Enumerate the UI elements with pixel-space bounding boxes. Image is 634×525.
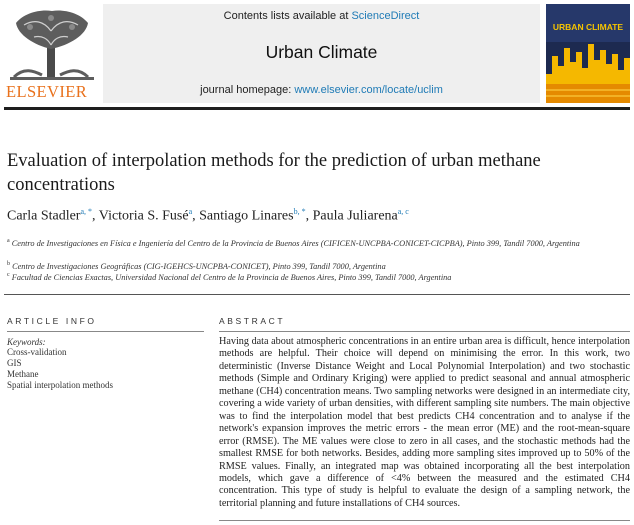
author-name[interactable]: Paula Juliarena [312,208,398,224]
journal-cover-image[interactable] [546,4,630,103]
author-affiliation-marks[interactable]: b, * [293,207,306,216]
contents-prefix: Contents lists available at [223,10,352,22]
author-list: Carla Stadler$^{a, *}$, Victoria S. Fusé$^a$, Santiago Linares$^{b, *}$, Paula Juliarena$^{a, c}$ [7,207,409,224]
keyword-item[interactable]: Methane [7,369,39,379]
abstract-rule [219,331,630,332]
section-divider [4,294,630,295]
affiliation-text: Facultad de Ciencias Exactas, Universidad Nacional del Centro de la Provincia de Buenos Aires, Pinto 399, Tandil 7000, Argentina [11,272,452,282]
header-rule [4,107,630,110]
affiliation-text: Centro de Investigaciones Geográficas (CIG-IGEHCS-UNCPBA-CONICET), Pinto 399, Tandil 7000, Argentina [12,261,386,271]
homepage-line [103,84,540,96]
keyword-item[interactable]: GIS [7,358,22,368]
author-affiliation-marks[interactable]: a [188,207,193,216]
author-name[interactable]: Santiago Linares [199,208,294,224]
affiliation-a [7,236,627,249]
author-affiliation-marks[interactable]: a, * [80,207,93,216]
sciencedirect-link[interactable]: ScienceDirect [351,10,420,22]
keywords-label: Keywords: [7,337,46,347]
affiliation-mark: a [7,238,10,244]
article-info-rule [7,331,204,332]
contents-line [103,10,540,22]
keyword-item[interactable]: Spatial interpolation methods [7,380,113,390]
abstract-bottom-rule [219,520,630,521]
author-affiliation-marks[interactable]: a, c [397,207,409,216]
keyword-list [7,347,113,391]
journal-title[interactable]: Urban Climate [265,42,378,62]
abstract-heading: ABSTRACT [219,316,286,326]
article-info-heading: ARTICLE INFO [7,316,97,326]
cover-title: URBAN CLIMATE [552,22,624,32]
author-name[interactable]: Carla Stadler [7,208,81,224]
publisher-wordmark: ELSEVIER [6,82,88,101]
abstract-text: Having data about atmospheric concentrations in an entire urban area is difficult, hence interpolation methods are helpful. Their choice will depend on minimising the error. In this work, two deterministic (Inverse Distance Weight and Local Polynomial Interpolation) and two stochastic methods (Simple and Ordinary Kriging) were applied to predict seasonal and annual atmospheric methane (CH4) concentration means. Two sampling networks were designed in an intermediate city, covering a wide variety of urban densities, with different sampling site numbers. The main objective was to find the interpolation model that best predicts CH4 concentration and to analyse if the network's expansion improves the metric errors - the mean error (ME) and the root-mean-square error (RMSE). The ME values were close to zero in all cases, and the stochastic methods had the smallest RMSE for both networks. Besides, adding more sampling sites improved up to 50% of the RMSE values. Finally, an integrated map was obtained incorporating all the best interpolation models, which gave a difference of <4% between the measured and the estimated CH4 concentration. This type of study is helpful to evaluate the design of a sampling network, the territorial planning and future installations of CH4 sources. [219,336,630,509]
article-title: Evaluation of interpolation methods for the prediction of urban methane concentrations [7,151,541,195]
homepage-prefix: journal homepage: [200,84,295,96]
affiliation-mark: b [7,261,10,267]
journal-homepage-link[interactable]: www.elsevier.com/locate/uclim [294,84,443,96]
author-name[interactable]: Victoria S. Fusé [98,208,189,224]
affiliation-text: Centro de Investigaciones en Física e Ingeniería del Centro de la Provincia de Buenos Aires (CIFICEN-UNCPBA-CONICET-CICPBA), Pinto 399, Tandil 7000, Argentina [11,238,580,248]
affiliation-mark: c [7,272,10,278]
affiliation-c [7,270,627,283]
keyword-item[interactable]: Cross-validation [7,347,67,357]
